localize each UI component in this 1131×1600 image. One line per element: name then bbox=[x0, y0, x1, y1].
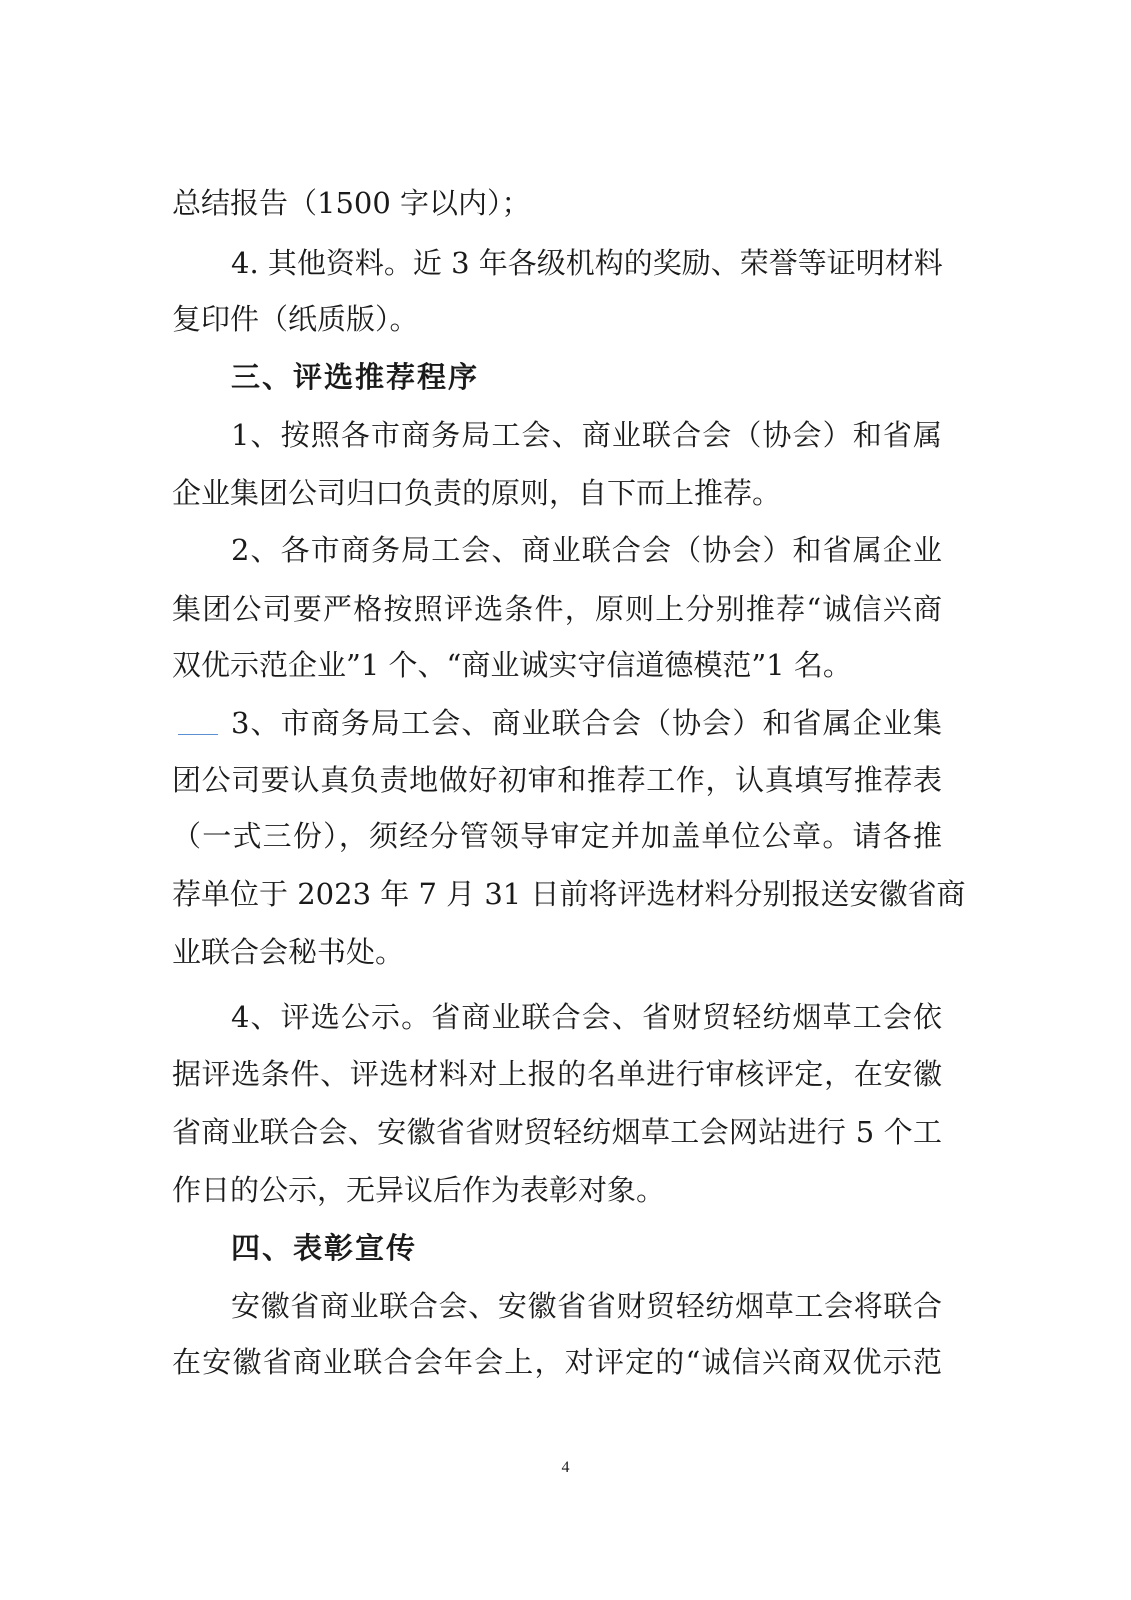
paragraph-line: 团公司要认真负责地做好初审和推荐工作，认真填写推荐表 bbox=[172, 763, 942, 797]
paragraph-line: 据评选条件、评选材料对上报的名单进行审核评定，在安徽 bbox=[172, 1057, 942, 1091]
paragraph-line: 省商业联合会、安徽省省财贸轻纺烟草工会网站进行 5 个工 bbox=[172, 1115, 942, 1149]
section-heading: 四、表彰宣传 bbox=[231, 1231, 418, 1265]
paragraph-line: 3、市商务局工会、商业联合会（协会）和省属企业集 bbox=[231, 706, 942, 740]
paragraph-line: 在安徽省商业联合会年会上，对评定的“诚信兴商双优示范 bbox=[172, 1345, 942, 1379]
paragraph-line: 复印件（纸质版）。 bbox=[172, 302, 419, 336]
paragraph-line: 业联合会秘书处。 bbox=[172, 935, 405, 969]
paragraph-line: 双优示范企业”1 个、“商业诚实守信道德模范”1 名。 bbox=[172, 648, 852, 682]
paragraph-line: （一式三份），须经分管领导审定并加盖单位公章。请各推 bbox=[172, 819, 942, 853]
paragraph-line: 1、按照各市商务局工会、商业联合会（协会）和省属 bbox=[231, 418, 942, 452]
paragraph-line: 作日的公示，无异议后作为表彰对象。 bbox=[172, 1173, 666, 1207]
paragraph-line: 安徽省商业联合会、安徽省省财贸轻纺烟草工会将联合 bbox=[231, 1289, 942, 1323]
paragraph-line: 企业集团公司归口负责的原则，自下而上推荐。 bbox=[172, 476, 782, 510]
paragraph-line: 集团公司要严格按照评选条件，原则上分别推荐“诚信兴商 bbox=[172, 592, 942, 626]
paragraph-line: 荐单位于 2023 年 7 月 31 日前将评选材料分别报送安徽省商 bbox=[172, 877, 966, 911]
paragraph-line: 4. 其他资料。近 3 年各级机构的奖励、荣誉等证明材料 bbox=[231, 246, 943, 280]
paragraph-line: 2、各市商务局工会、商业联合会（协会）和省属企业 bbox=[231, 533, 942, 567]
page-number: 4 bbox=[561, 1459, 570, 1476]
section-heading: 三、评选推荐程序 bbox=[231, 360, 480, 394]
paragraph-line: 4、评选公示。省商业联合会、省财贸轻纺烟草工会依 bbox=[231, 1000, 942, 1034]
paragraph-line: 总结报告（1500 字以内）； bbox=[172, 186, 531, 220]
annotation-mark bbox=[178, 734, 218, 735]
